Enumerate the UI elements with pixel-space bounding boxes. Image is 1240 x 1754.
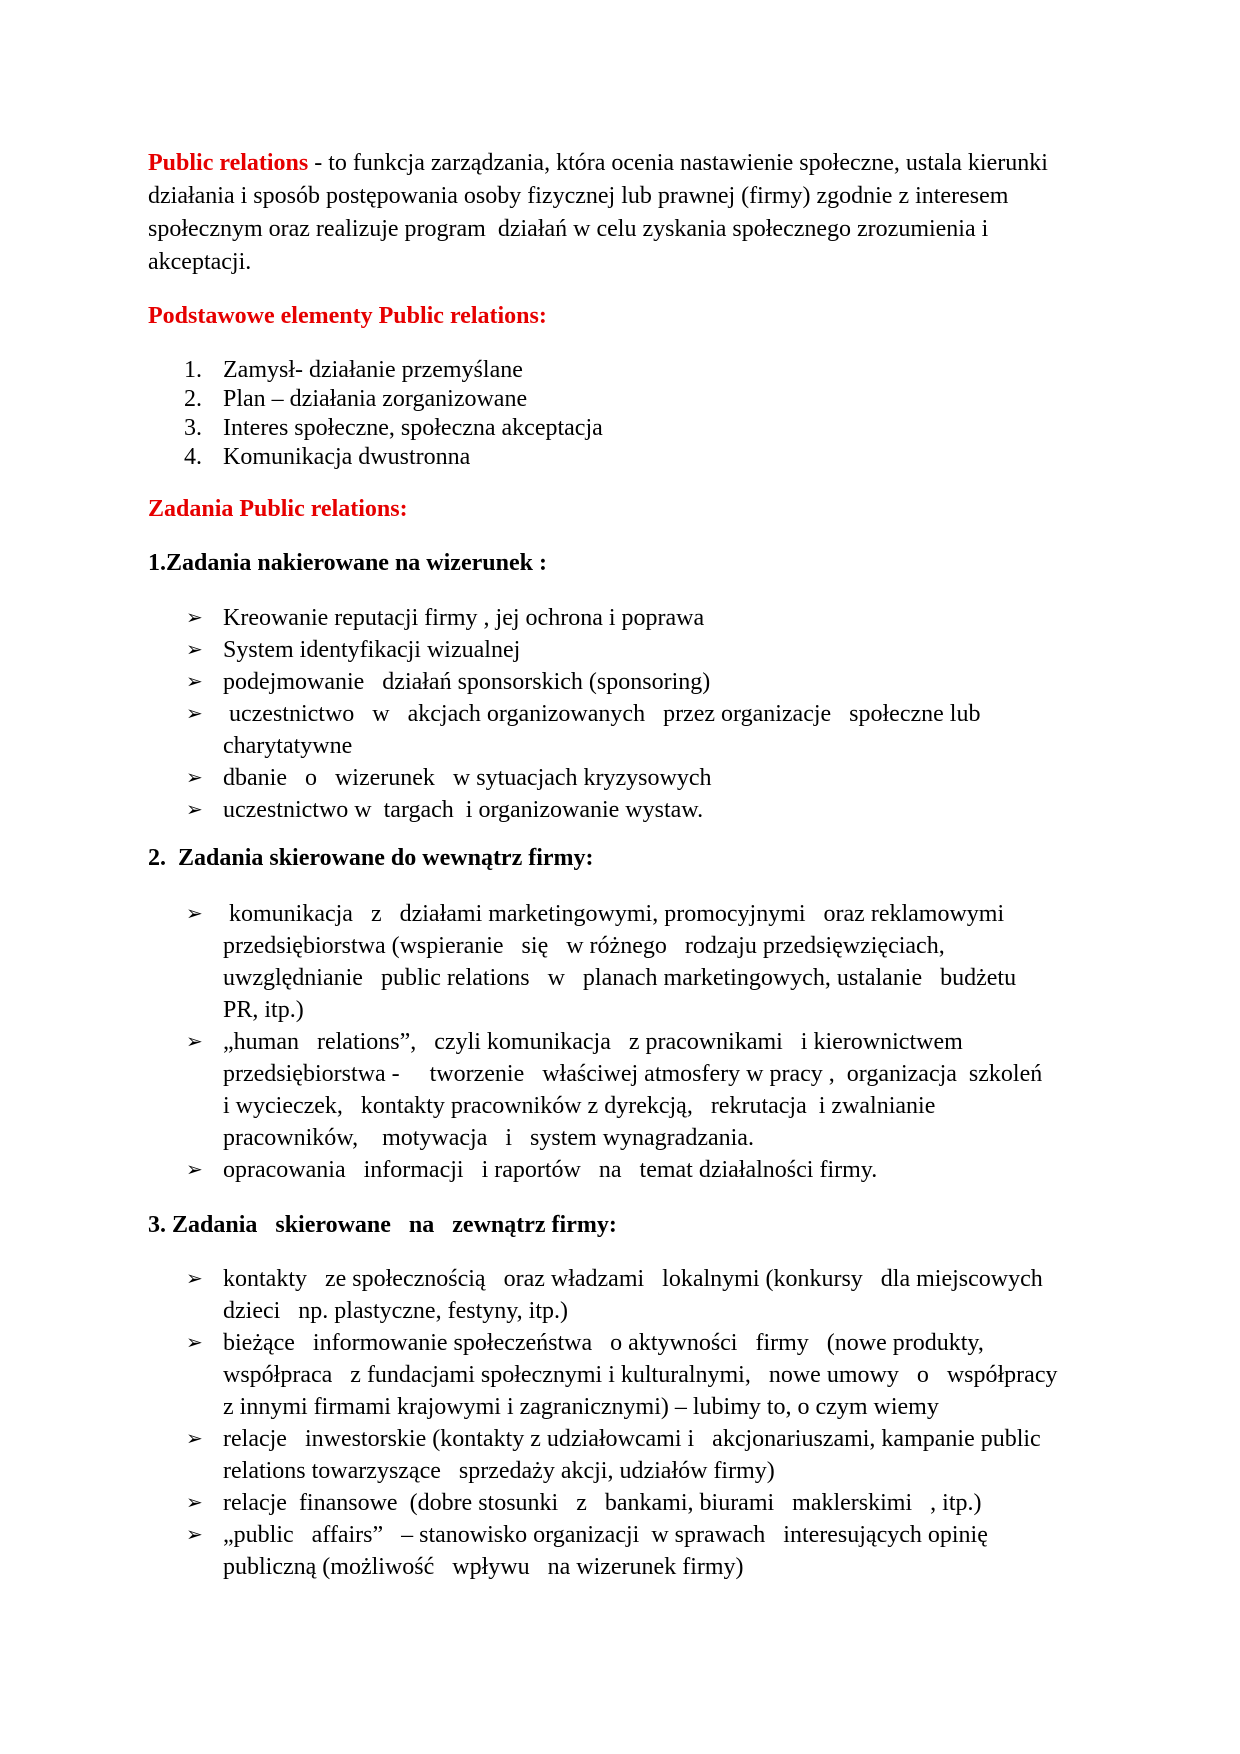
bullet-item xyxy=(148,1026,1108,1154)
arrow-bullet-icon: ➢ xyxy=(186,639,203,661)
list-number: 1. xyxy=(184,357,202,383)
basics-heading: Podstawowe elementy Public relations: xyxy=(148,303,547,329)
bullet-item xyxy=(148,602,1108,634)
bullet-item xyxy=(148,1154,1108,1186)
bullet-item-text: dzieci np. plastyczne, festyny, itp.) xyxy=(223,1298,568,1324)
bullet-item-text: System identyfikacji wizualnej xyxy=(223,637,521,663)
bullet-item xyxy=(148,1519,1108,1583)
term-public-relations: Public relations xyxy=(148,150,309,176)
bullet-item-text: podejmowanie działań sponsorskich (sponsoring) xyxy=(223,669,711,695)
bullet-item-text: opracowania informacji i raportów na temat działalności firmy. xyxy=(223,1157,878,1183)
bullet-item-text: kontakty ze społecznością oraz władzami lokalnymi (konkursy dla miejscowych xyxy=(223,1266,1043,1292)
list-number: 4. xyxy=(184,444,202,470)
bullet-item-text: Kreowanie reputacji firmy , jej ochrona i poprawa xyxy=(223,605,705,631)
arrow-bullet-icon: ➢ xyxy=(186,799,203,821)
arrow-bullet-icon: ➢ xyxy=(186,767,203,789)
arrow-bullet-icon: ➢ xyxy=(186,1524,203,1546)
list-item-text: Komunikacja dwustronna xyxy=(223,444,471,470)
bullet-item-text: „human relations”, czyli komunikacja z pracownikami i kierownictwem xyxy=(223,1029,963,1055)
section1-heading: 1.Zadania nakierowane na wizerunek : xyxy=(148,550,547,576)
bullet-item xyxy=(148,794,1108,826)
bullet-item xyxy=(148,1327,1108,1423)
arrow-bullet-icon: ➢ xyxy=(186,1428,203,1450)
arrow-bullet-icon: ➢ xyxy=(186,1159,203,1181)
arrow-bullet-icon: ➢ xyxy=(186,1492,203,1514)
bullet-item-text: publiczną (możliwość wpływu na wizerunek firmy) xyxy=(223,1554,744,1580)
bullet-item xyxy=(148,1423,1108,1487)
bullet-item xyxy=(148,698,1108,762)
list-item xyxy=(148,443,1108,472)
bullet-item xyxy=(148,666,1108,698)
intro-line: akceptacji. xyxy=(148,249,252,275)
arrow-bullet-icon: ➢ xyxy=(186,1268,203,1290)
intro-line: społecznym oraz realizuje program działań w celu zyskania społecznego zrozumienia i xyxy=(148,216,989,242)
bullet-item-text: bieżące informowanie społeczeństwa o aktywności firmy (nowe produkty, xyxy=(223,1330,984,1356)
arrow-bullet-icon: ➢ xyxy=(186,1031,203,1053)
list-item xyxy=(148,414,1108,443)
list-number: 2. xyxy=(184,386,202,412)
arrow-bullet-icon: ➢ xyxy=(186,703,203,725)
bullet-item-text: PR, itp.) xyxy=(223,997,304,1023)
bullet-item-text: z innymi firmami krajowymi i zagranicznymi) – lubimy to, o czym wiemy xyxy=(223,1394,939,1420)
section3-heading: 3. Zadania skierowane na zewnątrz firmy: xyxy=(148,1212,617,1238)
list-item xyxy=(148,385,1108,414)
arrow-bullet-icon: ➢ xyxy=(186,607,203,629)
list-number: 3. xyxy=(184,415,202,441)
section2-heading: 2. Zadania skierowane do wewnątrz firmy: xyxy=(148,845,594,871)
list-item-text: Zamysł- działanie przemyślane xyxy=(223,357,523,383)
intro-line: działania i sposób postępowania osoby fizycznej lub prawnej (firmy) zgodnie z interesem xyxy=(148,183,1009,209)
bullet-item xyxy=(148,762,1108,794)
bullet-item-text: przedsiębiorstwa (wspieranie się w różnego rodzaju przedsięwzięciach, xyxy=(223,933,945,959)
bullet-item xyxy=(148,1263,1108,1327)
bullet-item xyxy=(148,898,1108,1026)
arrow-bullet-icon: ➢ xyxy=(186,1332,203,1354)
bullet-item-text: uwzględnianie public relations w planach marketingowych, ustalanie budżetu xyxy=(223,965,1017,991)
intro-line: - to funkcja zarządzania, która ocenia nastawienie społeczne, ustala kierunki xyxy=(308,150,1048,176)
bullet-item-text: uczestnictwo w akcjach organizowanych przez organizacje społeczne lub xyxy=(223,701,981,727)
list-item-text: Interes społeczne, społeczna akceptacja xyxy=(223,415,603,441)
arrow-bullet-icon: ➢ xyxy=(186,903,203,925)
list-item-text: Plan – działania zorganizowane xyxy=(223,386,528,412)
bullet-item-text: charytatywne xyxy=(223,733,353,759)
basics-list xyxy=(148,356,1108,472)
bullet-item-text: współpraca z fundacjami społecznymi i kulturalnymi, nowe umowy o współpracy xyxy=(223,1362,1058,1388)
section2-list xyxy=(148,898,1108,1186)
tasks-heading: Zadania Public relations: xyxy=(148,496,408,522)
bullet-item-text: przedsiębiorstwa - tworzenie właściwej atmosfery w pracy , organizacja szkoleń xyxy=(223,1061,1043,1087)
bullet-item-text: pracowników, motywacja i system wynagradzania. xyxy=(223,1125,754,1151)
section1-list xyxy=(148,602,1108,826)
intro-paragraph xyxy=(148,147,1108,279)
section3-list xyxy=(148,1263,1108,1583)
bullet-item-text: dbanie o wizerunek w sytuacjach kryzysowych xyxy=(223,765,712,791)
bullet-item xyxy=(148,634,1108,666)
bullet-item-text: relacje inwestorskie (kontakty z udziałowcami i akcjonariuszami, kampanie public xyxy=(223,1426,1041,1452)
bullet-item xyxy=(148,1487,1108,1519)
bullet-item-text: uczestnictwo w targach i organizowanie wystaw. xyxy=(223,797,704,823)
arrow-bullet-icon: ➢ xyxy=(186,671,203,693)
bullet-item-text: relacje finansowe (dobre stosunki z bankami, biurami maklerskimi , itp.) xyxy=(223,1490,982,1516)
bullet-item-text: „public affairs” – stanowisko organizacji w sprawach interesujących opinię xyxy=(223,1522,988,1548)
list-item xyxy=(148,356,1108,385)
bullet-item-text: komunikacja z działami marketingowymi, promocyjnymi oraz reklamowymi xyxy=(223,901,1005,927)
bullet-item-text: i wycieczek, kontakty pracowników z dyrekcją, rekrutacja i zwalnianie xyxy=(223,1093,936,1119)
bullet-item-text: relations towarzyszące sprzedaży akcji, udziałów firmy) xyxy=(223,1458,775,1484)
